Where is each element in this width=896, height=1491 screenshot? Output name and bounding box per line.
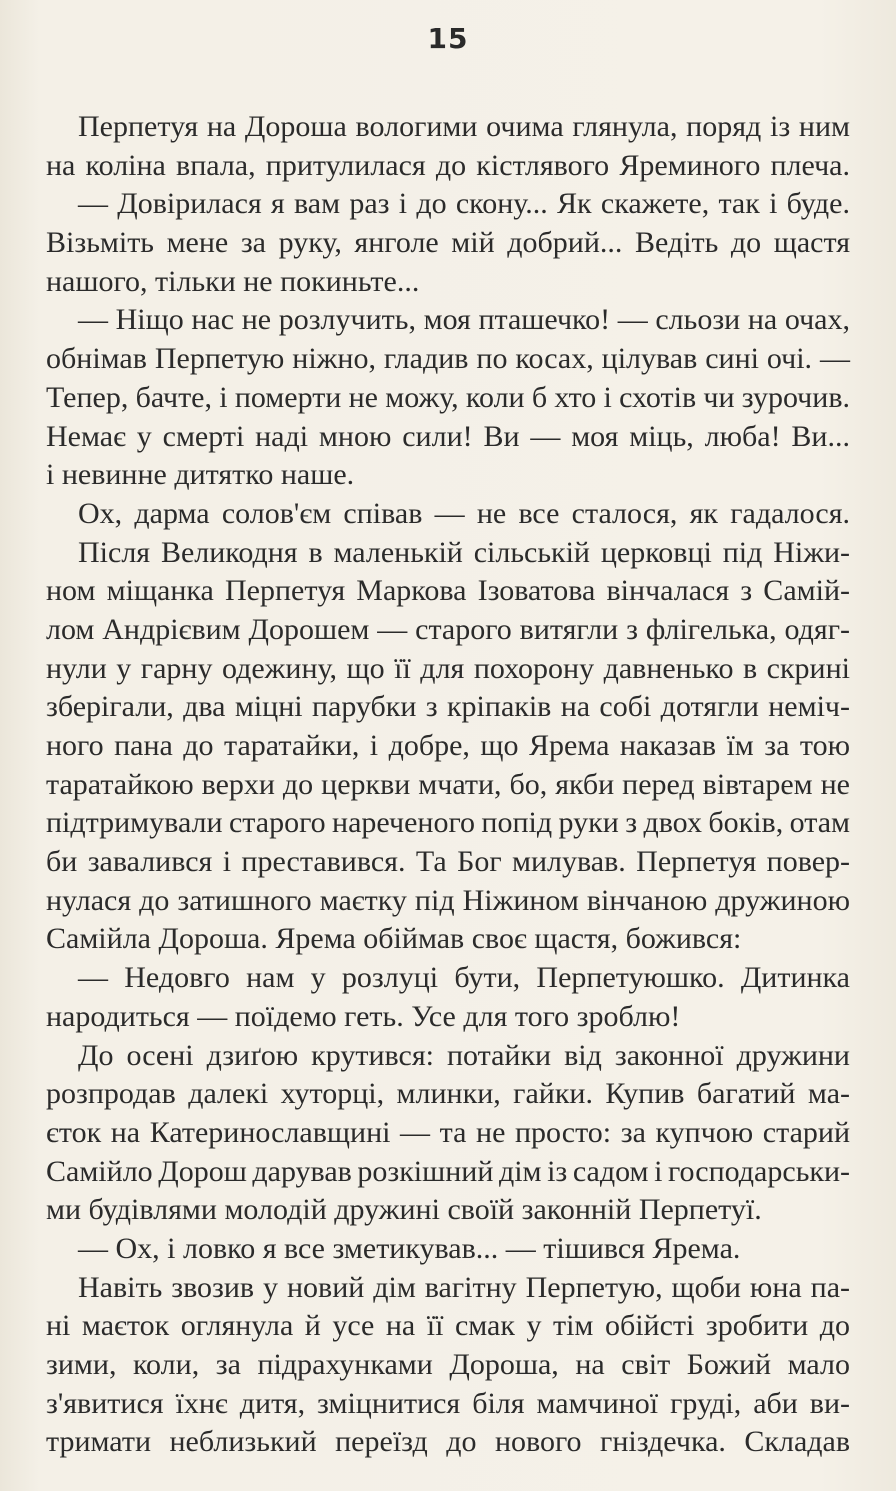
page-number: 15	[427, 22, 469, 55]
text-line: народиться — поїдемо геть. Усе для того зроблю!	[46, 999, 681, 1033]
text-line: — Недовго нам у розлуці бути, Перпетуюшко. Дитинка	[78, 961, 850, 995]
text-line: обнімав Перпетую ніжно, гладив по косах, цілував сині очі. —	[46, 342, 850, 376]
body-text	[46, 108, 850, 1462]
text-line: До осені дзиґою крутився: потайки від законної дружини	[78, 1038, 850, 1072]
text-line: ном міщанка Перпетуя Маркова Ізоватова вінчалася з Самій-	[46, 574, 850, 608]
text-line: зими, коли, за підрахунками Дороша, на світ Божий мало	[46, 1348, 850, 1381]
text-line: лом Андрієвим Дорошем — старого витягли з флігелька, одяг-	[46, 612, 850, 646]
text-line: Самійла Дороша. Ярема обіймав своє щастя, божився:	[46, 922, 742, 956]
text-line: нулася до затишного маєтку під Ніжином вінчаною дружиною	[46, 883, 850, 917]
text-line: нули у гарну одежину, що її для похорону давненько в скрині	[46, 651, 850, 685]
text-line: зберігали, два міцні парубки з кріпаків на собі дотягли неміч-	[46, 690, 850, 724]
text-line: на коліна впала, притулилася до кістлявого Яреминого плеча.	[46, 148, 850, 182]
text-line: тримати неблизький переїзд до нового гніздечка. Складав	[46, 1425, 850, 1459]
text-line: Перпетуя на Дороша вологими очима глянула, поряд із ним	[78, 110, 850, 143]
text-line: — Ох, і ловко я все зметикував... — тішився Ярема.	[78, 1231, 741, 1265]
text-line: ми будівлями молодій дружині своїй законній Перпетуї.	[46, 1193, 762, 1227]
text-line: і невинне дитятко наше.	[46, 458, 355, 492]
text-line: — Довірилася я вам раз і до скону... Як скажете, так і буде.	[78, 187, 850, 221]
text-line: єток на Катеринославщині — та не просто: за купчою старий	[46, 1115, 850, 1149]
text-line: ного пана до таратайки, і добре, що Ярема наказав їм за тою	[46, 729, 850, 762]
text-line: Ох, дарма солов'єм співав — не все сталося, як гадалося.	[78, 496, 850, 530]
text-line: Візьміть мене за руку, янголе мій добрий... Ведіть до щастя	[46, 226, 850, 260]
text-line: розпродав далекі хуторці, млинки, гайки. Купив багатий ма-	[46, 1077, 850, 1111]
text-line: таратайкою верхи до церкви мчати, бо, якби перед вівтарем не	[46, 767, 850, 801]
text-line: Немає у смерті наді мною сили! Ви — моя міць, люба! Ви...	[46, 419, 850, 453]
text-line: підтримували старого нареченого попід руки з двох боків, отам	[46, 806, 850, 840]
text-line: з'явитися їхнє дитя, зміцнитися біля мамчиної груді, аби ви-	[46, 1386, 850, 1420]
text-line: би завалився і преставився. Та Бог милував. Перпетуя повер-	[46, 845, 850, 879]
text-line: ні маєток оглянула й усе на її смак у тім обійсті зробити до	[46, 1309, 850, 1343]
text-line: — Ніщо нас не розлучить, моя пташечко! — сльози на очах,	[78, 303, 850, 337]
text-line: Самійло Дорош дарував розкішний дім із садом і господарськи-	[46, 1154, 850, 1188]
text-line: нашого, тільки не покиньте...	[46, 264, 420, 298]
text-line: Тепер, бачте, і померти не можу, коли б хто і схотів чи зурочив.	[46, 380, 850, 414]
text-line: Після Великодня в маленькій сільській церковці під Ніжи-	[78, 535, 850, 569]
text-line: Навіть звозив у новий дім вагітну Перпетую, щоби юна па-	[78, 1270, 850, 1304]
